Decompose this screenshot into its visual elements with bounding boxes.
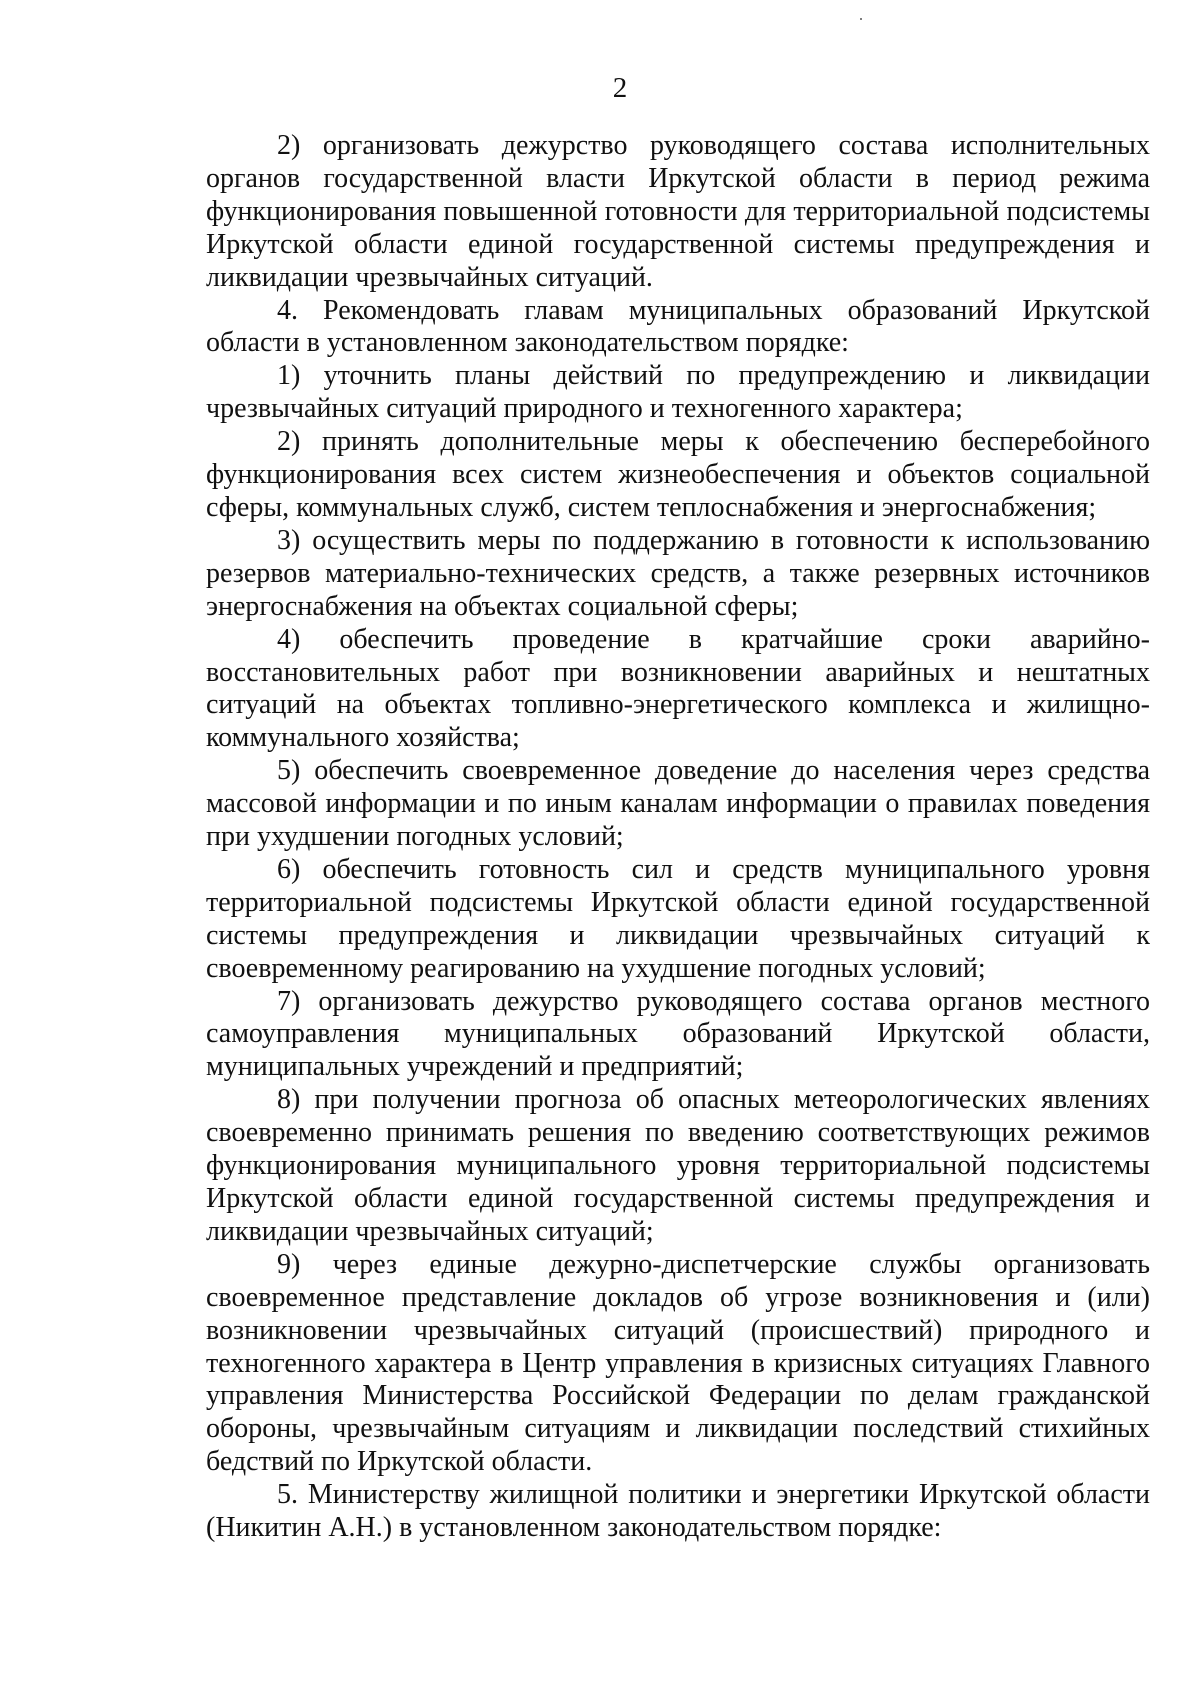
paragraph-4-1-action-plans: 1) уточнить планы действий по предупреждению и ликвидации чрезвычайных ситуаций природного и техногенного характера;	[206, 360, 1150, 425]
paragraph-4-6-readiness: 6) обеспечить готовность сил и средств муниципального уровня территориальной подсистемы Иркутской области единой государственной системы предупреждения и ликвидации чрезвычайных ситуаций к своевременному реагированию на ухудшение погодных условий;	[206, 853, 1150, 984]
document-body	[206, 130, 1150, 1545]
paragraph-4-4-emergency-repairs: 4) обеспечить проведение в кратчайшие сроки аварийно-восстановительных работ при возникновении аварийных и нештатных ситуаций на объектах топливно-энергетического комплекса и жилищно-коммунального хозяйства;	[206, 623, 1150, 754]
paragraph-4-2-additional-measures: 2) принять дополнительные меры к обеспечению бесперебойного функционирования всех систем жизнеобеспечения и объектов социальной сферы, коммунальных служб, систем теплоснабжения и энергоснабжения;	[206, 426, 1150, 523]
paragraph-5-ministry: 5. Министерству жилищной политики и энергетики Иркутской области (Никитин А.Н.) в установленном законодательством порядке:	[206, 1479, 1150, 1544]
paragraph-4-3-reserves: 3) осуществить меры по поддержанию в готовности к использованию резервов материально-технических средств, а также резервных источников энергоснабжения на объектах социальной сферы;	[206, 524, 1150, 622]
paragraph-4-recommendations: 4. Рекомендовать главам муниципальных образований Иркутской области в установленном законодательством порядке:	[206, 294, 1150, 359]
paragraph-4-7-local-duty: 7) организовать дежурство руководящего состава органов местного самоуправления муниципальных образований Иркутской области, муниципальных учреждений и предприятий;	[206, 985, 1150, 1083]
paragraph-2-duty-schedule: 2) организовать дежурство руководящего состава исполнительных органов государственной власти Иркутской области в период режима функционирования повышенной готовности для территориальной подсистемы Иркутской области единой государственной системы предупреждения и ликвидации чрезвычайных ситуаций.	[206, 130, 1150, 293]
page-number: 2	[612, 72, 628, 104]
scan-speck	[860, 18, 862, 20]
paragraph-4-5-public-information: 5) обеспечить своевременное доведение до населения через средства массовой информации и по иным каналам информации о правилах поведения при ухудшении погодных условий;	[206, 755, 1150, 853]
paragraph-4-8-forecast-response: 8) при получении прогноза об опасных метеорологических явлениях своевременно принимать решения по введению соответствующих режимов функционирования муниципального уровня территориальной подсистемы Иркутской области единой государственной системы предупреждения и ликвидации чрезвычайных ситуаций;	[206, 1084, 1150, 1247]
paragraph-4-9-dispatch-reports: 9) через единые дежурно-диспетчерские службы организовать своевременное представление докладов об угрозе возникновения и (или) возникновении чрезвычайных ситуаций (происшествий) природного и техногенного характера в Центр управления в кризисных ситуациях Главного управления Министерства Российской Федерации по делам гражданской обороны, чрезвычайным ситуациям и ликвидации последствий стихийных бедствий по Иркутской области.	[206, 1248, 1150, 1478]
